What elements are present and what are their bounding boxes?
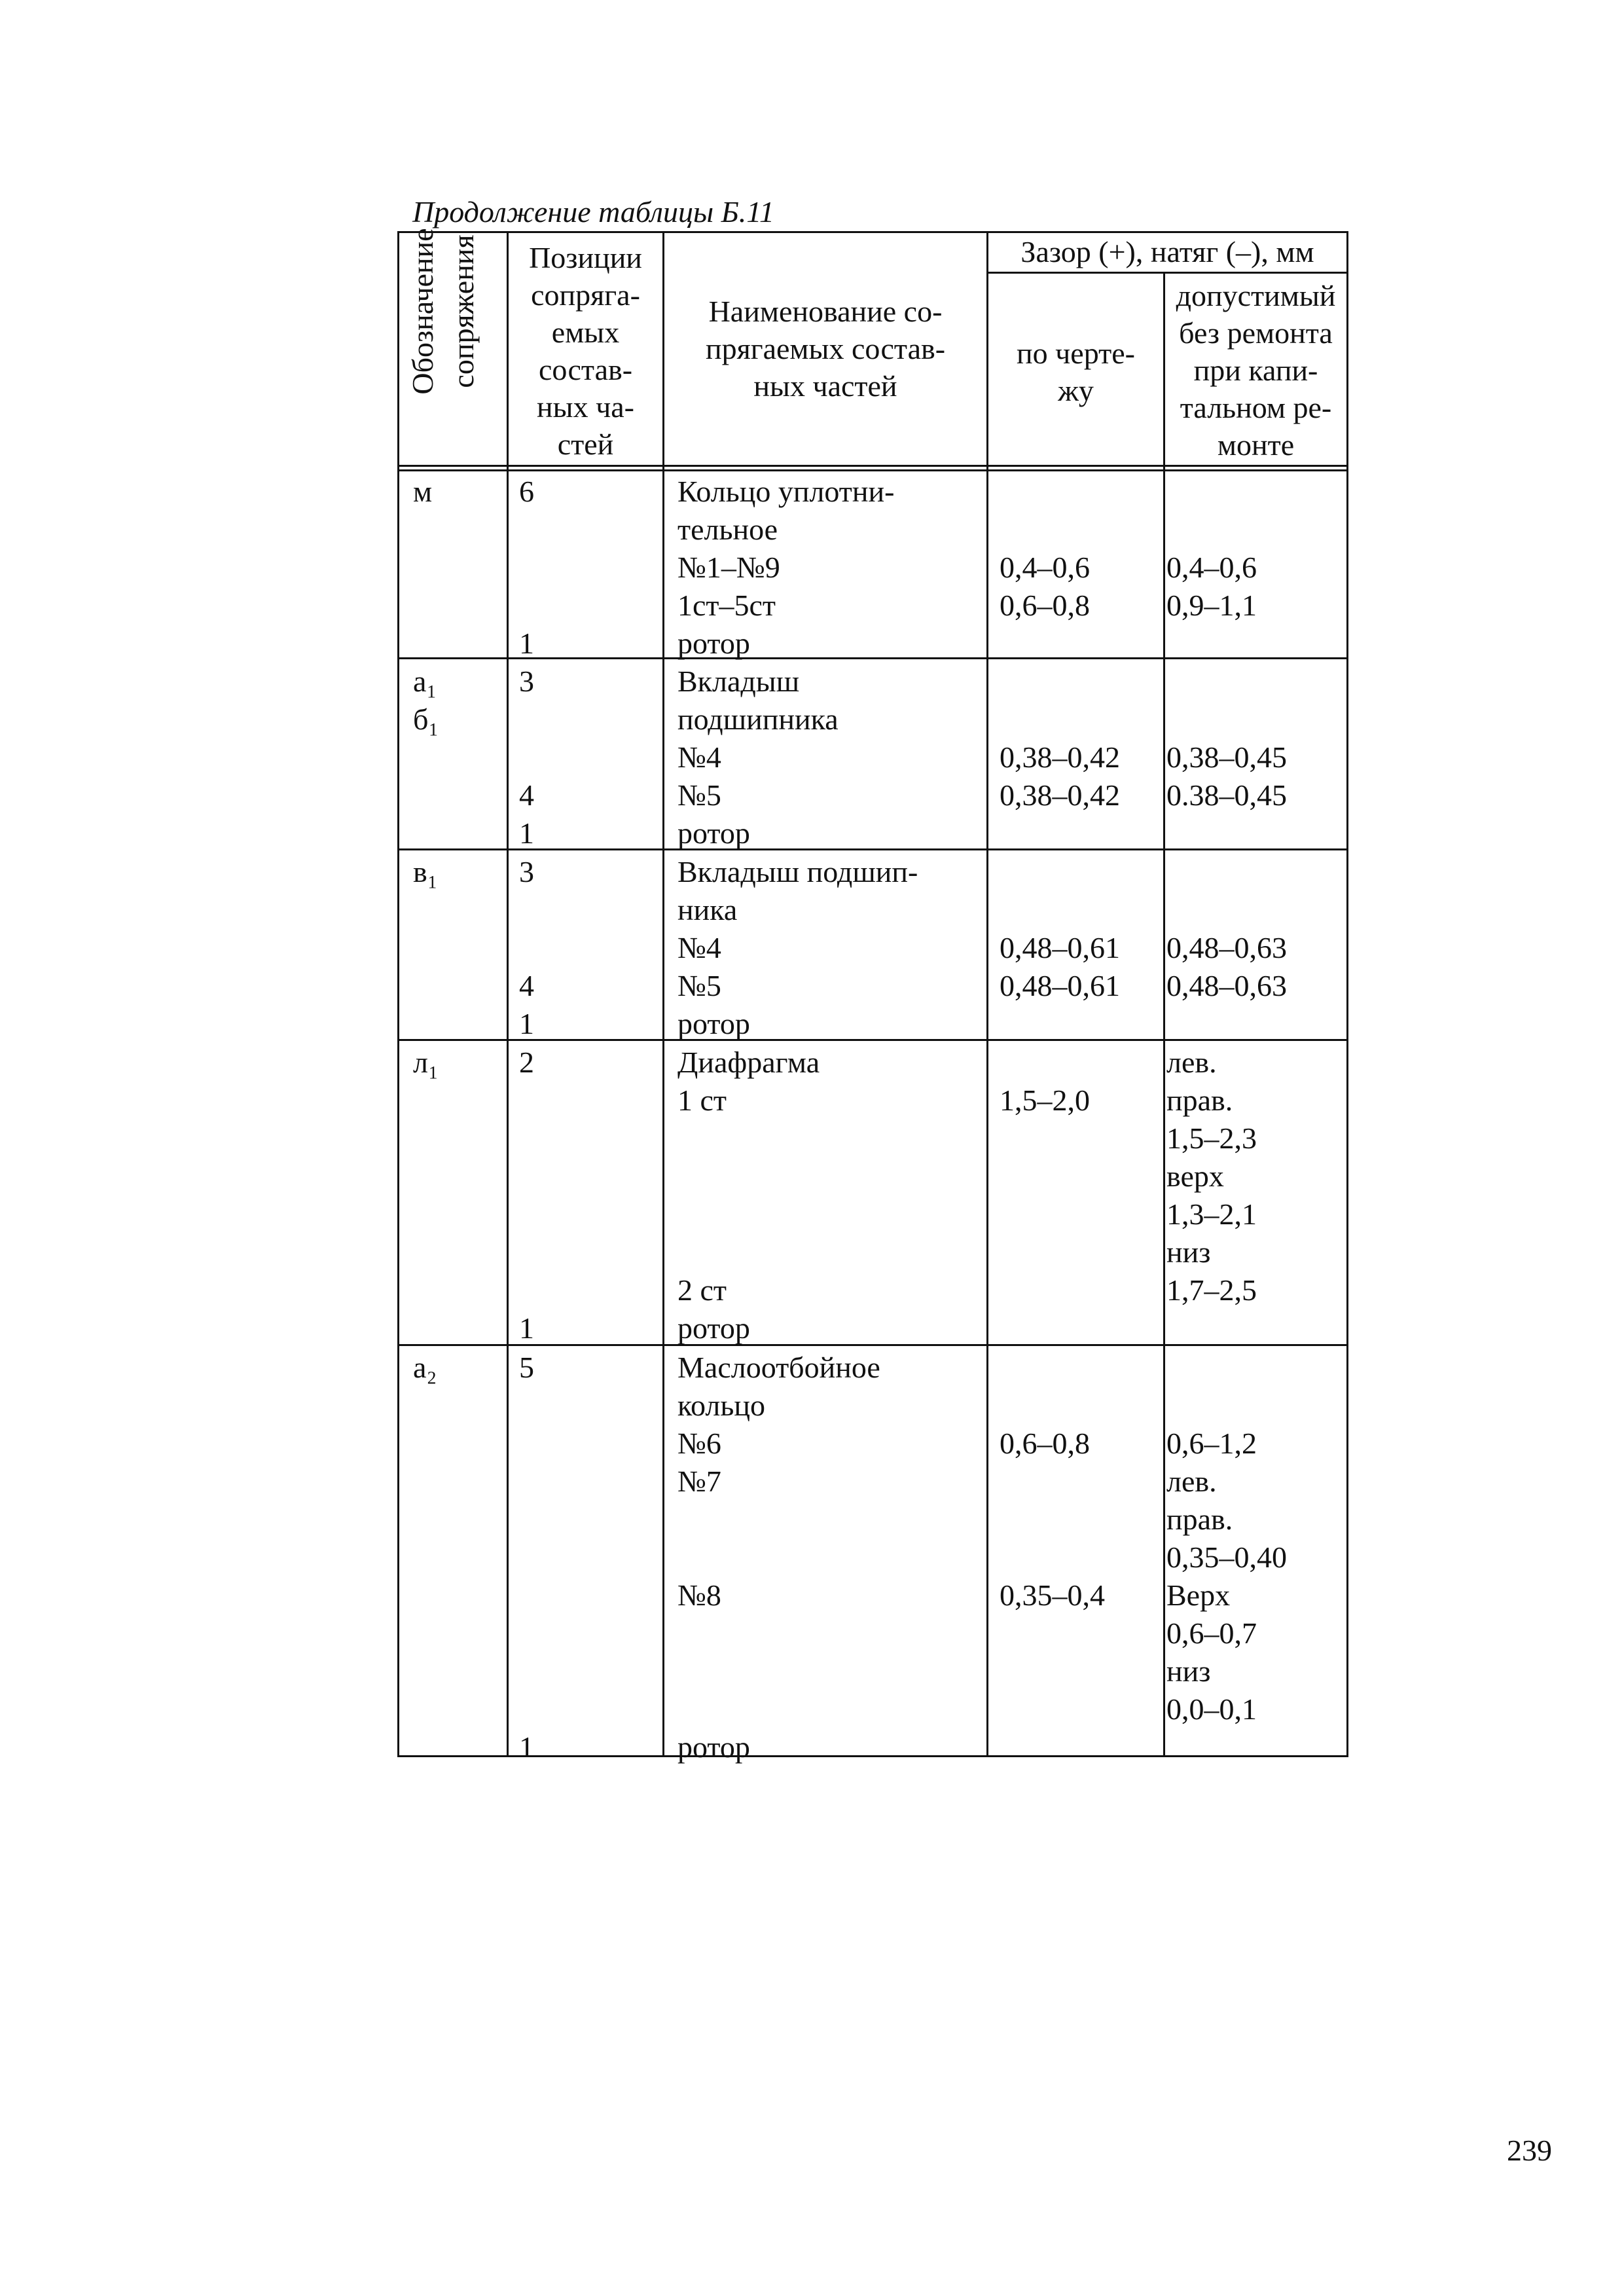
cell-dopustimyi bbox=[1166, 853, 1343, 1005]
cell-line: в₁ bbox=[413, 855, 438, 888]
cell-line bbox=[519, 1614, 650, 1652]
cell-line bbox=[519, 1690, 650, 1728]
cell-line bbox=[519, 549, 650, 587]
cell-line: л₁ bbox=[413, 1046, 439, 1079]
cell-line bbox=[519, 1501, 650, 1539]
cell-line bbox=[519, 1195, 650, 1233]
cell-line bbox=[519, 1233, 650, 1271]
cell-line: лев. bbox=[1166, 1046, 1217, 1079]
cell-line: подшипника bbox=[677, 702, 839, 736]
cell-pozicii bbox=[519, 1044, 650, 1347]
header-po-chertezhu: по черте- жу bbox=[1017, 337, 1135, 407]
cell-pozicii bbox=[519, 473, 650, 663]
cell-line: Диафрагма bbox=[677, 1046, 820, 1079]
cell-line: 0,6–0,8 bbox=[1000, 589, 1090, 622]
cell-line bbox=[519, 1271, 650, 1309]
cell-line bbox=[1000, 891, 1163, 929]
cell-line bbox=[519, 1576, 650, 1614]
header-bottom-rule-double bbox=[397, 469, 1348, 471]
cell-line: 5 bbox=[519, 1351, 534, 1384]
cell-line bbox=[1166, 853, 1343, 891]
cell-line bbox=[519, 701, 650, 738]
cell-line: 2 bbox=[519, 1046, 534, 1079]
cell-line: 1 bbox=[519, 627, 534, 660]
cell-line: лев. bbox=[1166, 1465, 1217, 1498]
cell-line bbox=[1000, 853, 1163, 891]
cell-line: низ bbox=[1166, 1235, 1211, 1269]
cell-line: 0.38–0,45 bbox=[1166, 778, 1287, 812]
header-dopustimyi: допустимый без ремонта при капи- тальном ре- монте bbox=[1176, 279, 1336, 462]
header-bottom-rule bbox=[397, 465, 1348, 467]
cell-line: 1 bbox=[519, 816, 534, 850]
cell-line: кольцо bbox=[677, 1389, 765, 1422]
cell-line: 0,35–0,40 bbox=[1166, 1540, 1287, 1574]
cell-line: 2 ст bbox=[677, 1273, 727, 1307]
cell-line: ротор bbox=[677, 816, 750, 850]
cell-line bbox=[519, 511, 650, 549]
cell-line: 4 bbox=[519, 778, 534, 812]
cell-line: 1 bbox=[519, 1007, 534, 1040]
cell-line: 0,4–0,6 bbox=[1166, 551, 1257, 584]
cell-line: 0,9–1,1 bbox=[1166, 589, 1257, 622]
cell-line: Маслоотбойное bbox=[677, 1351, 880, 1384]
cell-line: 1,7–2,5 bbox=[1166, 1273, 1257, 1307]
cell-line: Кольцо уплотни- bbox=[677, 475, 895, 508]
cell-line bbox=[519, 587, 650, 625]
table-border-right bbox=[1346, 231, 1348, 1757]
header-group-title: Зазор (+), натяг (–), мм bbox=[1020, 235, 1314, 268]
cell-line: 0,48–0,61 bbox=[1000, 969, 1120, 1002]
column-divider bbox=[986, 231, 988, 1757]
cell-line bbox=[519, 1425, 650, 1463]
column-divider bbox=[662, 231, 664, 1757]
cell-line: 6 bbox=[519, 475, 534, 508]
cell-line: ротор bbox=[677, 1007, 750, 1040]
cell-line: м bbox=[413, 475, 433, 508]
cell-naimenovanie bbox=[677, 1044, 979, 1347]
cell-naimenovanie bbox=[677, 473, 979, 663]
cell-po-chertezhu bbox=[1000, 1349, 1163, 1614]
cell-line bbox=[677, 1157, 979, 1195]
cell-line: №8 bbox=[677, 1578, 721, 1612]
table-caption: Продолжение таблицы Б.11 bbox=[412, 195, 774, 228]
cell-line: 1,5–2,0 bbox=[1000, 1084, 1090, 1117]
cell-oboznachenie bbox=[413, 473, 498, 511]
cell-line: 0,0–0,1 bbox=[1166, 1692, 1257, 1726]
header-pozicii: Позиции сопряга- емых состав- ных ча- стей bbox=[529, 241, 642, 461]
cell-line bbox=[1000, 663, 1163, 701]
cell-line bbox=[1166, 1349, 1343, 1387]
cell-line bbox=[1000, 473, 1163, 511]
cell-po-chertezhu bbox=[1000, 663, 1163, 814]
cell-line: 4 bbox=[519, 969, 534, 1002]
cell-line bbox=[1000, 1387, 1163, 1425]
header-oboznachenie: Обозначение сопряжения bbox=[406, 228, 480, 395]
cell-line bbox=[1000, 1501, 1163, 1539]
cell-pozicii bbox=[519, 1349, 650, 1766]
cell-line: 1 bbox=[519, 1730, 534, 1764]
cell-line bbox=[519, 738, 650, 776]
cell-line: 1,3–2,1 bbox=[1166, 1197, 1257, 1231]
cell-line bbox=[519, 891, 650, 929]
cell-line bbox=[1000, 1044, 1163, 1082]
cell-po-chertezhu bbox=[1000, 1044, 1163, 1120]
cell-oboznachenie bbox=[413, 1349, 498, 1387]
cell-line bbox=[1000, 701, 1163, 738]
cell-dopustimyi bbox=[1166, 473, 1343, 625]
cell-line bbox=[677, 1690, 979, 1728]
cell-po-chertezhu bbox=[1000, 473, 1163, 625]
page-number: 239 bbox=[1507, 2134, 1552, 2167]
header-group-divider bbox=[986, 272, 1348, 274]
cell-line: а₁ bbox=[413, 665, 437, 698]
column-divider bbox=[1163, 272, 1165, 1757]
cell-line: №4 bbox=[677, 931, 721, 964]
cell-line: б₁ bbox=[413, 702, 439, 736]
cell-line: а₂ bbox=[413, 1351, 437, 1384]
cell-line bbox=[1000, 511, 1163, 549]
cell-line: 0,38–0,45 bbox=[1166, 740, 1287, 774]
cell-line: 0,48–0,63 bbox=[1166, 969, 1287, 1002]
cell-line: ротор bbox=[677, 627, 750, 660]
cell-line: №4 bbox=[677, 740, 721, 774]
cell-line: №6 bbox=[677, 1427, 721, 1460]
cell-line: тельное bbox=[677, 513, 778, 546]
cell-line: №5 bbox=[677, 778, 721, 812]
cell-line bbox=[1166, 663, 1343, 701]
cell-line: 1ст–5ст bbox=[677, 589, 776, 622]
cell-dopustimyi bbox=[1166, 1044, 1343, 1309]
cell-line bbox=[519, 929, 650, 967]
cell-line bbox=[1166, 511, 1343, 549]
cell-line bbox=[1000, 1349, 1163, 1387]
cell-line: прав. bbox=[1166, 1503, 1233, 1536]
data-table bbox=[397, 228, 1348, 1764]
cell-line: 3 bbox=[519, 855, 534, 888]
cell-dopustimyi bbox=[1166, 1349, 1343, 1728]
cell-naimenovanie bbox=[677, 853, 979, 1043]
cell-line: Вкладыш подшип- bbox=[677, 855, 918, 888]
cell-line: прав. bbox=[1166, 1084, 1233, 1117]
table-border-left bbox=[397, 231, 399, 1757]
cell-line: 1 ст bbox=[677, 1084, 727, 1117]
cell-line bbox=[1166, 891, 1343, 929]
cell-line: 0,4–0,6 bbox=[1000, 551, 1090, 584]
cell-line: Вкладыш bbox=[677, 665, 800, 698]
cell-line: 0,48–0,61 bbox=[1000, 931, 1120, 964]
cell-line: 1,5–2,3 bbox=[1166, 1121, 1257, 1155]
cell-line bbox=[1166, 1387, 1343, 1425]
cell-line: ротор bbox=[677, 1730, 750, 1764]
cell-pozicii bbox=[519, 853, 650, 1043]
cell-line: Верх bbox=[1166, 1578, 1231, 1612]
cell-line: 0,6–1,2 bbox=[1166, 1427, 1257, 1460]
cell-line bbox=[677, 1195, 979, 1233]
cell-line bbox=[1166, 473, 1343, 511]
cell-line bbox=[519, 1082, 650, 1120]
cell-po-chertezhu bbox=[1000, 853, 1163, 1005]
cell-line bbox=[1000, 1539, 1163, 1576]
cell-line: №1–№9 bbox=[677, 551, 780, 584]
cell-line bbox=[519, 1157, 650, 1195]
cell-line bbox=[519, 1387, 650, 1425]
cell-line bbox=[1166, 701, 1343, 738]
cell-oboznachenie bbox=[413, 1044, 498, 1082]
cell-line bbox=[677, 1120, 979, 1157]
cell-line: 0,38–0,42 bbox=[1000, 740, 1120, 774]
cell-line: низ bbox=[1166, 1654, 1211, 1688]
cell-naimenovanie bbox=[677, 663, 979, 852]
cell-line: №7 bbox=[677, 1465, 721, 1498]
cell-line bbox=[677, 1501, 979, 1539]
cell-line bbox=[519, 1120, 650, 1157]
cell-line: верх bbox=[1166, 1159, 1224, 1193]
cell-line: №5 bbox=[677, 969, 721, 1002]
cell-line bbox=[519, 1463, 650, 1501]
cell-line bbox=[677, 1652, 979, 1690]
cell-line bbox=[1000, 1463, 1163, 1501]
cell-line: 0,48–0,63 bbox=[1166, 931, 1287, 964]
cell-line: 3 bbox=[519, 665, 534, 698]
cell-naimenovanie bbox=[677, 1349, 979, 1766]
cell-line: 0,35–0,4 bbox=[1000, 1578, 1105, 1612]
header-naimenovanie: Наименование со- прягаемых состав- ных частей bbox=[705, 295, 946, 403]
cell-oboznachenie bbox=[413, 663, 498, 738]
cell-line bbox=[677, 1539, 979, 1576]
cell-line bbox=[677, 1233, 979, 1271]
cell-line bbox=[519, 1652, 650, 1690]
cell-line: 0,6–0,8 bbox=[1000, 1427, 1090, 1460]
cell-pozicii bbox=[519, 663, 650, 852]
cell-dopustimyi bbox=[1166, 663, 1343, 814]
cell-line: 0,6–0,7 bbox=[1166, 1616, 1257, 1650]
cell-line bbox=[519, 1539, 650, 1576]
cell-line: 1 bbox=[519, 1311, 534, 1345]
cell-line: 0,38–0,42 bbox=[1000, 778, 1120, 812]
cell-line: ротор bbox=[677, 1311, 750, 1345]
cell-line: ника bbox=[677, 893, 738, 926]
cell-line bbox=[677, 1614, 979, 1652]
cell-oboznachenie bbox=[413, 853, 498, 891]
